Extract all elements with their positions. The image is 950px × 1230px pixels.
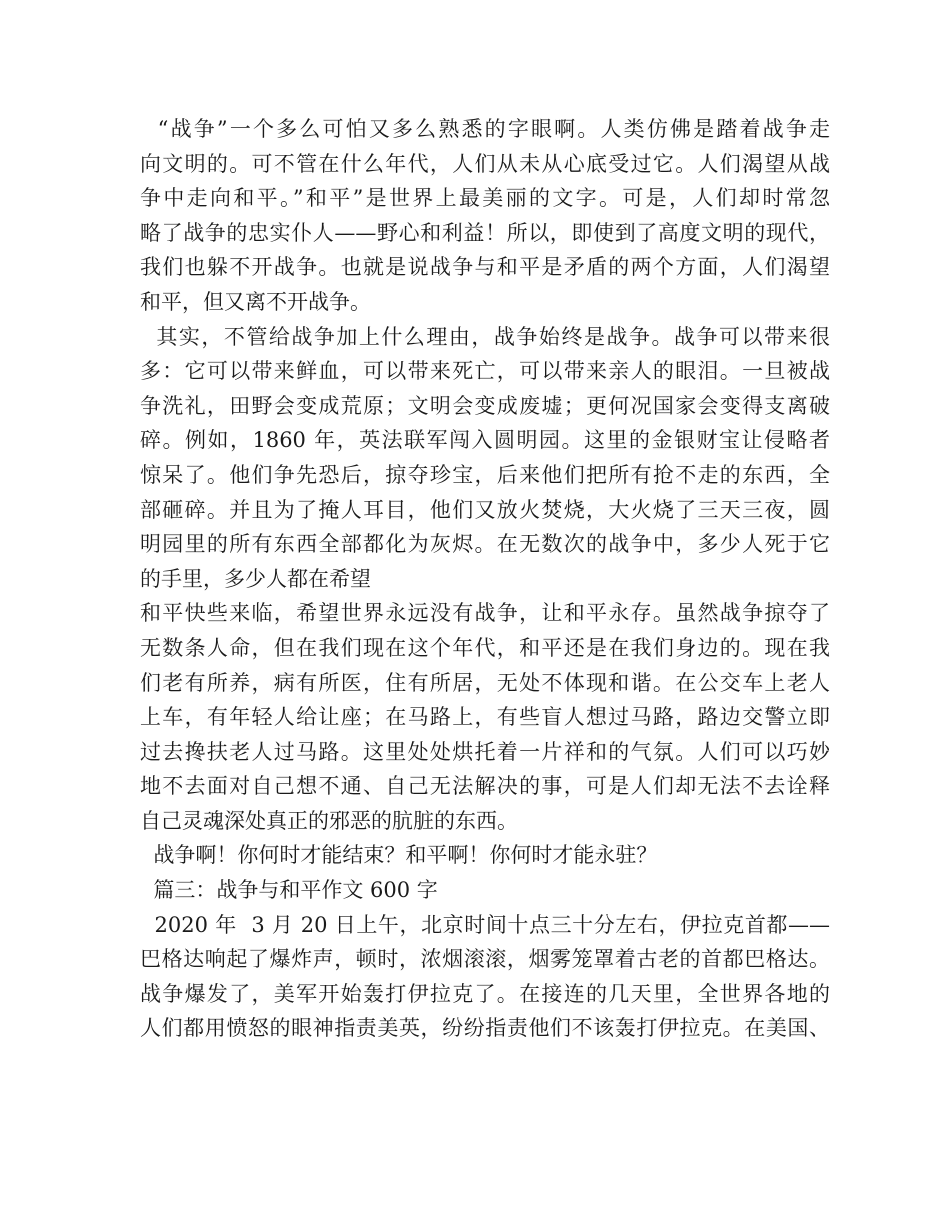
text-line: 无数条人命，但在我们现在这个年代，和平还是在我们身边的。现在我 xyxy=(140,635,830,660)
text-line: 部砸碎。并且为了掩人耳目，他们又放火焚烧，大火烧了三天三夜，圆 xyxy=(140,497,830,522)
text-line: 2020 年 3 月 20 日上午，北京时间十点三十分左右，伊拉克首都—— xyxy=(140,912,830,937)
text-line: 向文明的。可不管在什么年代，人们从未从心底受过它。人们渴望从战 xyxy=(140,151,830,176)
text-line: 明园里的所有东西全部都化为灰烬。在无数次的战争中，多少人死于它 xyxy=(140,532,830,557)
text-line: 战争爆发了，美军开始轰打伊拉克了。在接连的几天里，全世界各地的 xyxy=(140,981,830,1006)
text-line: 争中走向和平。”和平”是世界上最美丽的文字。可是，人们却时常忽 xyxy=(140,186,830,211)
text-line: 过去搀扶老人过马路。这里处处烘托着一片祥和的气氛。人们可以巧妙 xyxy=(140,739,830,764)
text-line: 争洗礼，田野会变成荒原；文明会变成废墟；更何况国家会变得支离破 xyxy=(140,393,830,418)
body-text xyxy=(140,112,830,1046)
text-line: 和平，但又离不开战争。 xyxy=(140,289,371,314)
text-line: 其实，不管给战争加上什么理由，战争始终是战争。战争可以带来很 xyxy=(140,324,830,349)
text-line: 们老有所养，病有所医，住有所居，无处不体现和谐。在公交车上老人 xyxy=(140,670,830,695)
text-line: 惊呆了。他们争先恐后，掠夺珍宝，后来他们把所有抢不走的东西，全 xyxy=(140,462,830,487)
text-line: 和平快些来临，希望世界永远没有战争，让和平永存。虽然战争掠夺了 xyxy=(140,601,830,626)
text-line: “战争”一个多么可怕又多么熟悉的字眼啊。人类仿佛是踏着战争走 xyxy=(140,117,830,141)
text-line: 碎。例如，1860 年，英法联军闯入圆明园。这里的金银财宝让侵略者 xyxy=(140,428,830,453)
text-line: 略了战争的忠实仆人——野心和利益！所以，即使到了高度文明的现代， xyxy=(140,220,830,245)
text-line: 多：它可以带来鲜血，可以带来死亡，可以带来亲人的眼泪。一旦被战 xyxy=(140,359,830,384)
text-line: 自己灵魂深处真正的邪恶的肮脏的东西。 xyxy=(140,808,518,833)
text-line: 战争啊！你何时才能结束？和平啊！你何时才能永驻？ xyxy=(140,843,658,868)
text-line: 上车，有年轻人给让座；在马路上，有些盲人想过马路，路边交警立即 xyxy=(140,705,830,730)
text-line: 人们都用愤怒的眼神指责美英，纷纷指责他们不该轰打伊拉克。在美国、 xyxy=(140,1016,830,1041)
text-line: 巴格达响起了爆炸声，顿时，浓烟滚滚，烟雾笼罩着古老的首都巴格达。 xyxy=(140,947,830,972)
text-line: 地不去面对自己想不通、自己无法解决的事，可是人们却无法不去诠释 xyxy=(140,774,830,799)
text-line: 的手里，多少人都在希望 xyxy=(140,566,371,591)
section-heading: 篇三：战争与和平作文 600 字 xyxy=(140,878,438,903)
text-line: 我们也躲不开战争。也就是说战争与和平是矛盾的两个方面，人们渴望 xyxy=(140,255,830,280)
